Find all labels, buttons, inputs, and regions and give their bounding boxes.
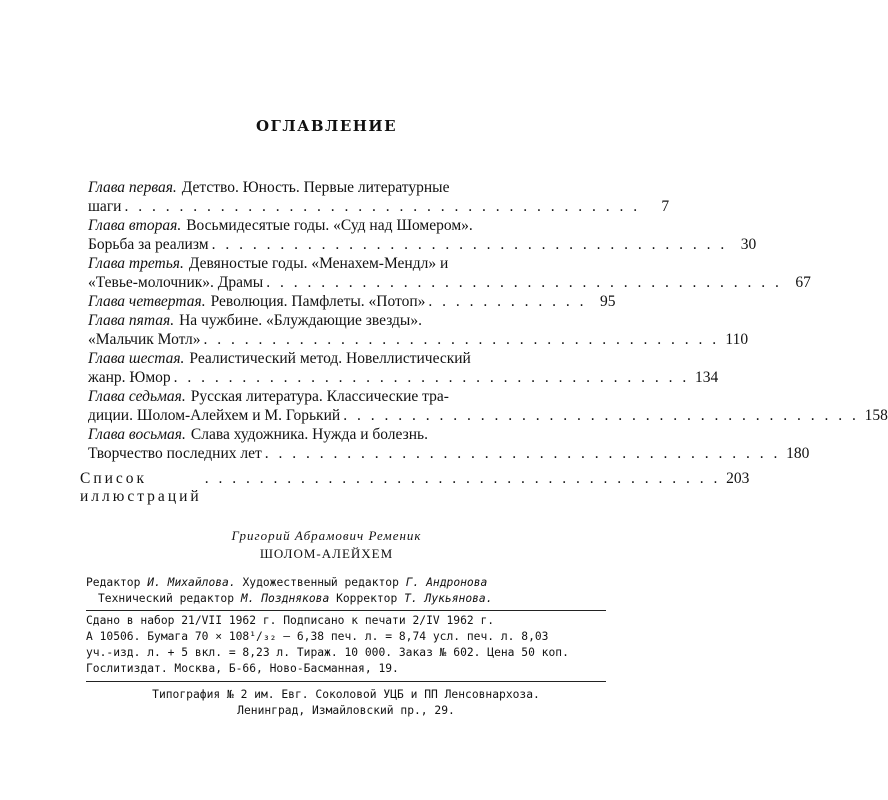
contents-heading: ОГЛАВЛЕНИЕ <box>255 117 398 135</box>
leader-dots: . . . . . . . . . . . . . . . . . . . . . . . . . . . . . . . . . . . . . . <box>124 198 641 215</box>
leader-dots: . . . . . . . . . . . . <box>428 293 587 310</box>
printer-info <box>86 687 606 719</box>
leader-dots: . . . . . . . . . . . . . . . . . . . . . . . . . . . . . . . . . . . . . . <box>266 274 782 291</box>
leader-dots: . . . . . . . . . . . . . . . . . . . . . . . . . . . . . . . . . . . . . . <box>211 236 728 253</box>
toc-entry <box>88 311 749 349</box>
leader-dots: . . . . . . . . . . . . . . . . . . . . . . . . . . . . . . . . . . . . . . <box>203 331 720 348</box>
page-number: 203 <box>726 470 750 487</box>
leader-dots: . . . . . . . . . . . . . . . . . . . . . . . . . . . . . . . . . . . . . . <box>173 369 690 386</box>
publication-line: А 10506. Бумага 70 × 108¹/₃₂ — 6,38 печ. л. = 8,74 усл. печ. л. 8,03 <box>86 630 549 643</box>
chapter-title-line1: На чужбине. «Блуждающие звезды». <box>179 312 422 329</box>
page-number: 30 <box>740 236 757 253</box>
toc-entry <box>88 216 757 254</box>
chapter-title-line1: Революция. Памфлеты. «Потоп» <box>210 293 426 310</box>
chapter-title-line2: жанр. Юмор <box>88 369 171 386</box>
illustrations-entry <box>80 470 750 506</box>
chapter-label: Глава седьмая. <box>88 388 186 405</box>
toc-entry <box>88 425 810 463</box>
art-editor-label: Художественный редактор <box>242 576 399 589</box>
page-number: 180 <box>786 445 810 462</box>
chapter-label: Глава четвертая. <box>88 293 206 310</box>
publication-line: уч.-изд. л. + 5 вкл. = 8,23 л. Тираж. 10 000. Заказ № 602. Цена 50 коп. <box>86 646 569 659</box>
leader-dots: . . . . . . . . . . . . . . . . . . . . . . . . . . . . . . . . . . . . . . <box>343 407 859 424</box>
chapter-title-line1: Русская литература. Классические тра- <box>190 388 449 405</box>
leader-dots: . . . . . . . . . . . . . . . . . . . . . . . . . . . . . . . . . . . . . . <box>264 445 781 462</box>
chapter-title-line2: Борьба за реализм <box>88 236 209 253</box>
illustrations-label: Список иллюстраций <box>80 470 202 505</box>
toc-entry <box>88 178 670 216</box>
chapter-title-line2: «Мальчик Мотл» <box>88 331 201 348</box>
page-number: 110 <box>725 331 749 348</box>
publication-line: Сдано в набор 21/VII 1962 г. Подписано к печати 2/IV 1962 г. <box>86 614 495 627</box>
chapter-label: Глава пятая. <box>88 312 175 329</box>
page-number: 67 <box>795 274 811 291</box>
editor-label: Редактор <box>86 576 141 589</box>
tech-editor-label: Технический редактор <box>98 592 235 605</box>
chapter-title-line1: Восьмидесятые годы. «Суд над Шомером». <box>186 217 473 234</box>
credits-block <box>86 575 606 611</box>
chapter-label: Глава восьмая. <box>88 426 186 443</box>
proofreader-label: Корректор <box>336 592 398 605</box>
editor-name: И. Михайлова. <box>147 576 236 589</box>
chapter-label: Глава третья. <box>88 255 184 272</box>
leader-dots: . . . . . . . . . . . . . . . . . . . . . . . . . . . . . . . . . . . . . . <box>204 470 721 487</box>
publication-line: Гослитиздат. Москва, Б-66, Ново-Басманная, 19. <box>86 662 399 675</box>
chapter-title-line2: Творчество последних лет <box>88 445 262 462</box>
credits-line1 <box>86 575 606 591</box>
toc-entry <box>88 292 616 311</box>
art-editor-name: Г. Андронова <box>405 576 488 589</box>
printer-line: Ленинград, Измайловский пр., 29. <box>237 704 455 717</box>
chapter-label: Глава первая. <box>88 179 177 196</box>
page-number: 158 <box>864 407 888 424</box>
page-number: 134 <box>695 369 719 386</box>
publication-info <box>86 613 606 682</box>
chapter-title-line2: «Тевье-молочник». Драмы <box>88 274 264 291</box>
proofreader-name: Т. Лукьянова. <box>404 592 493 605</box>
page-number: 7 <box>661 198 670 215</box>
printer-line: Типография № 2 им. Евг. Соколовой УЦБ и ПП Ленсовнархоза. <box>152 688 540 701</box>
author-name: Григорий Абрамович Ременик <box>231 528 422 543</box>
chapter-title-line1: Слава художника. Нужда и болезнь. <box>190 426 428 443</box>
chapter-title-line1: Реалистический метод. Новеллистический <box>189 350 471 367</box>
tech-editor-name: М. Позднякова <box>240 592 330 605</box>
toc-entry <box>88 349 719 387</box>
toc-entry <box>88 387 888 425</box>
chapter-label: Глава шестая. <box>88 350 185 367</box>
chapter-label: Глава вторая. <box>88 217 182 234</box>
book-title: ШОЛОМ-АЛЕЙХЕМ <box>259 546 394 561</box>
table-of-contents <box>80 178 888 506</box>
chapter-title-line2: шаги <box>88 198 122 215</box>
chapter-title-line1: Детство. Юность. Первые литературные <box>181 179 450 196</box>
page-number: 95 <box>600 293 616 310</box>
toc-entry <box>88 254 811 292</box>
credits-line2 <box>86 591 606 607</box>
chapter-title-line2: диции. Шолом-Алейхем и М. Горький <box>88 407 341 424</box>
chapter-title-line1: Девяностые годы. «Менахем-Мендл» и <box>188 255 449 272</box>
